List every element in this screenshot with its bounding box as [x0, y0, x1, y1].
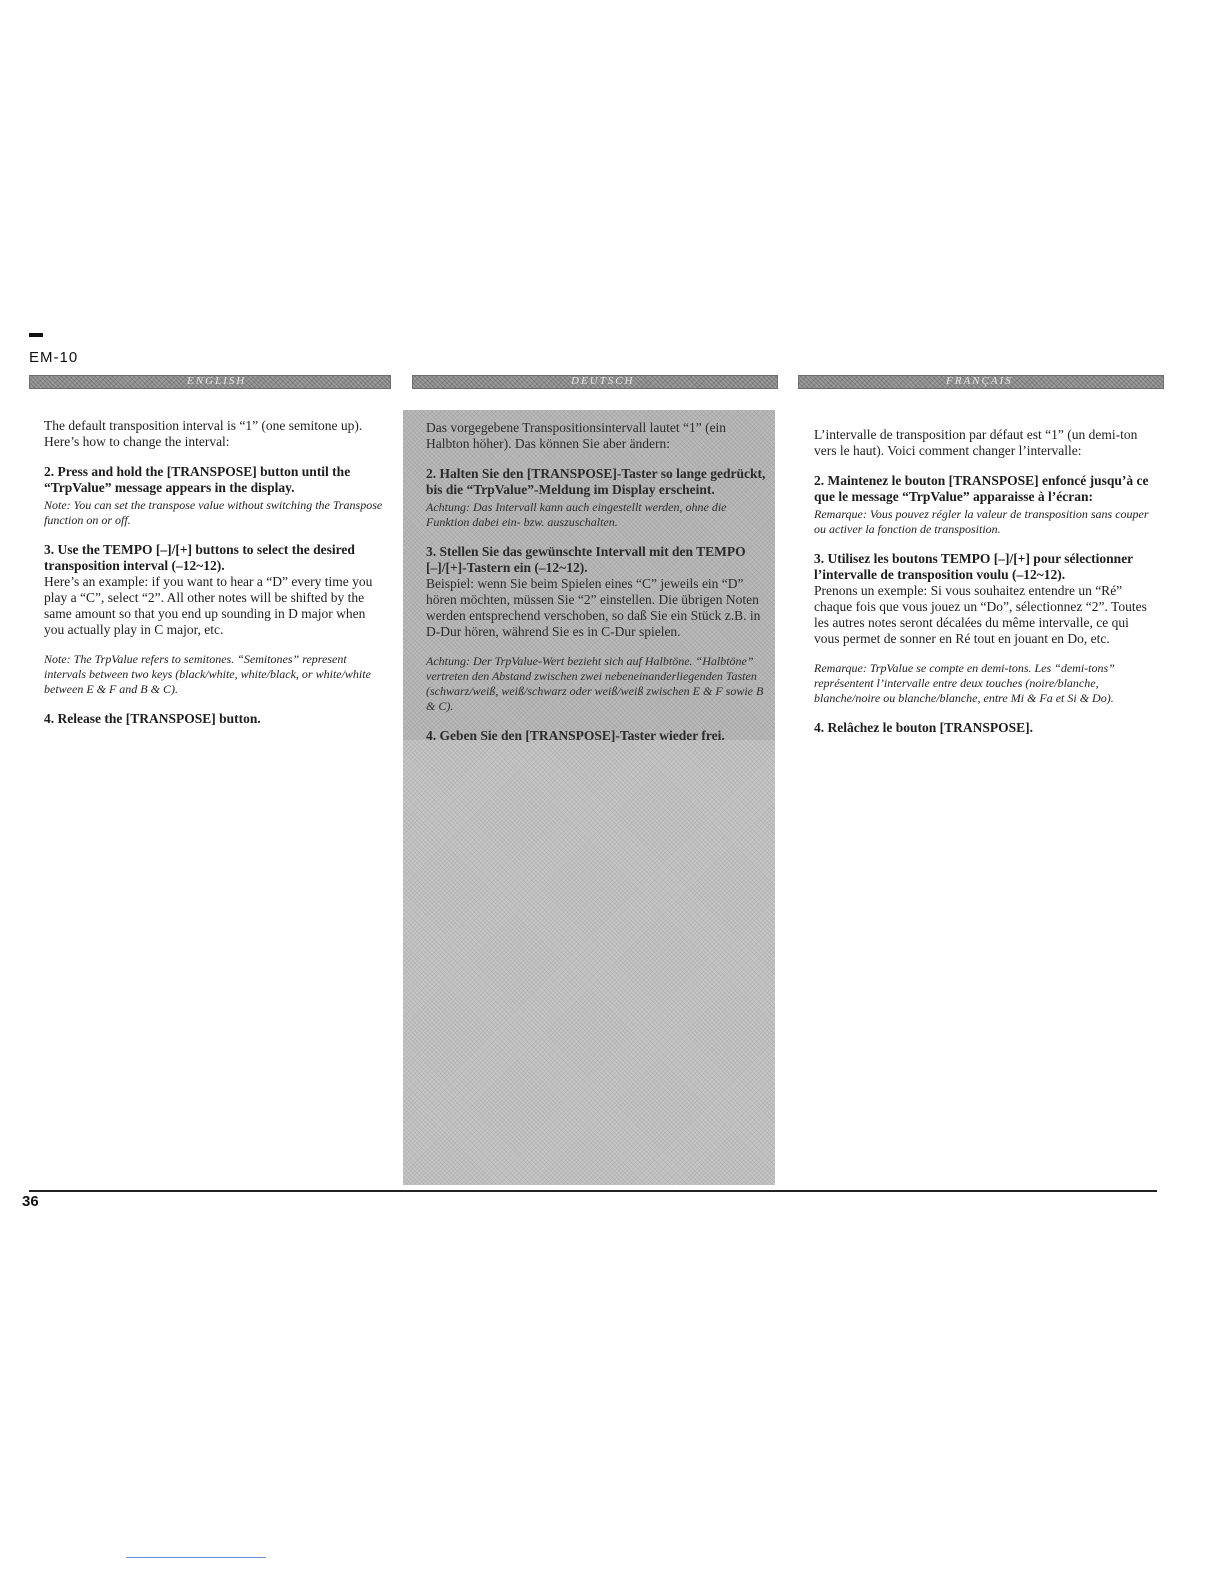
english-note-2: Note: You can set the transpose value without switching the Transpose function on or off.: [44, 498, 383, 527]
scan-mark-line: [126, 1557, 266, 1558]
german-step-4: 4. Geben Sie den [TRANSPOSE]-Taster wieder frei.: [426, 728, 725, 743]
german-example-3: Beispiel: wenn Sie beim Spielen eines “C” jeweils ein “D” hören möchten, müssen Sie “2” einstellen. Die übrigen Noten werden entsprechend verschoben, so daß Sie ein Stück z.B. in D-Dur hören, während Sie es in C-Dur spielen.: [426, 576, 761, 639]
english-step-4: 4. Release the [TRANSPOSE] button.: [44, 711, 261, 726]
german-step-3: 3. Stellen Sie das gewünschte Intervall mit den TEMPO [–]/[+]-Tastern ein (–12~12).: [426, 544, 746, 575]
french-note-2: Remarque: Vous pouvez régler la valeur de transposition sans couper ou activer la fonction de transposition.: [814, 507, 1149, 536]
english-column: [44, 418, 384, 727]
french-section-label: FRANÇAIS: [946, 375, 1013, 387]
english-note-3: Note: The TrpValue refers to semitones. “Semitones” represent intervals between two keys (black/white, white/black, or white/white between E & F and B & C).: [44, 652, 371, 696]
german-section-label: DEUTSCH: [571, 375, 635, 387]
french-step-3: 3. Utilisez les boutons TEMPO [–]/[+] pour sélectionner l’intervalle de transposition voulu (–12~12).: [814, 551, 1133, 582]
german-note-2: Achtung: Das Intervall kann auch eingestellt werden, ohne die Funktion dabei ein- bzw. auszuschalten.: [426, 500, 727, 529]
footer-rule: [29, 1190, 1157, 1192]
french-step-4: 4. Relâchez le bouton [TRANSPOSE].: [814, 720, 1033, 735]
english-section-bar: [29, 375, 391, 389]
french-example-3: Prenons un exemple: Si vous souhaitez entendre un “Ré” chaque fois que vous jouez un “Do”, sélectionnez “2”. Toutes les autres notes seront décalées du même intervalle, ce qui vous permet de sonner en Ré tout en jouant en Do, etc.: [814, 583, 1147, 646]
english-section-label: ENGLISH: [187, 375, 247, 387]
german-column: [426, 420, 766, 744]
french-step-2: 2. Maintenez le bouton [TRANSPOSE] enfoncé jusqu’à ce que le message “TrpValue” apparaisse à l’écran:: [814, 473, 1149, 504]
french-section-bar: [798, 375, 1164, 389]
english-step-3: 3. Use the TEMPO [–]/[+] buttons to select the desired transposition interval (–12~12).: [44, 542, 355, 573]
page-number: 36: [22, 1193, 39, 1210]
german-section-bar: [412, 375, 778, 389]
french-note-3: Remarque: TrpValue se compte en demi-tons. Les “demi-tons” représentent l’intervalle entre deux touches (noire/blanche, blanche/noire ou blanche/blanche, entre Mi & Fa et Si & Do).: [814, 661, 1115, 705]
french-column: [814, 427, 1154, 736]
french-intro: L’intervalle de transposition par défaut est “1” (un demi-ton vers le haut). Voici comment changer l’intervalle:: [814, 427, 1138, 458]
model-name: EM-10: [29, 349, 79, 366]
header-mark: [29, 333, 43, 337]
german-note-3: Achtung: Der TrpValue-Wert bezieht sich auf Halbtöne. “Halbtöne” vertreten den Abstand zwischen zwei nebeneinanderliegenden Tasten (schwarz/weiß, weiß/schwarz oder weiß/weiß zwischen E & F sowie B & C).: [426, 654, 764, 713]
german-intro: Das vorgegebene Transpositionsintervall lautet “1” (ein Halbton höher). Das können Sie aber ändern:: [426, 420, 727, 451]
english-step-2: 2. Press and hold the [TRANSPOSE] button until the “TrpValue” message appears in the display.: [44, 464, 351, 495]
english-example-3: Here’s an example: if you want to hear a “D” every time you play a “C”, select “2”. All other notes will be shifted by the same amount so that you end up sounding in D major when you actually play in C major, etc.: [44, 574, 373, 637]
german-step-2: 2. Halten Sie den [TRANSPOSE]-Taster so lange gedrückt, bis die “TrpValue”-Meldung im Display erscheint.: [426, 466, 766, 497]
english-intro: The default transposition interval is “1” (one semitone up). Here’s how to change the interval:: [44, 418, 363, 449]
